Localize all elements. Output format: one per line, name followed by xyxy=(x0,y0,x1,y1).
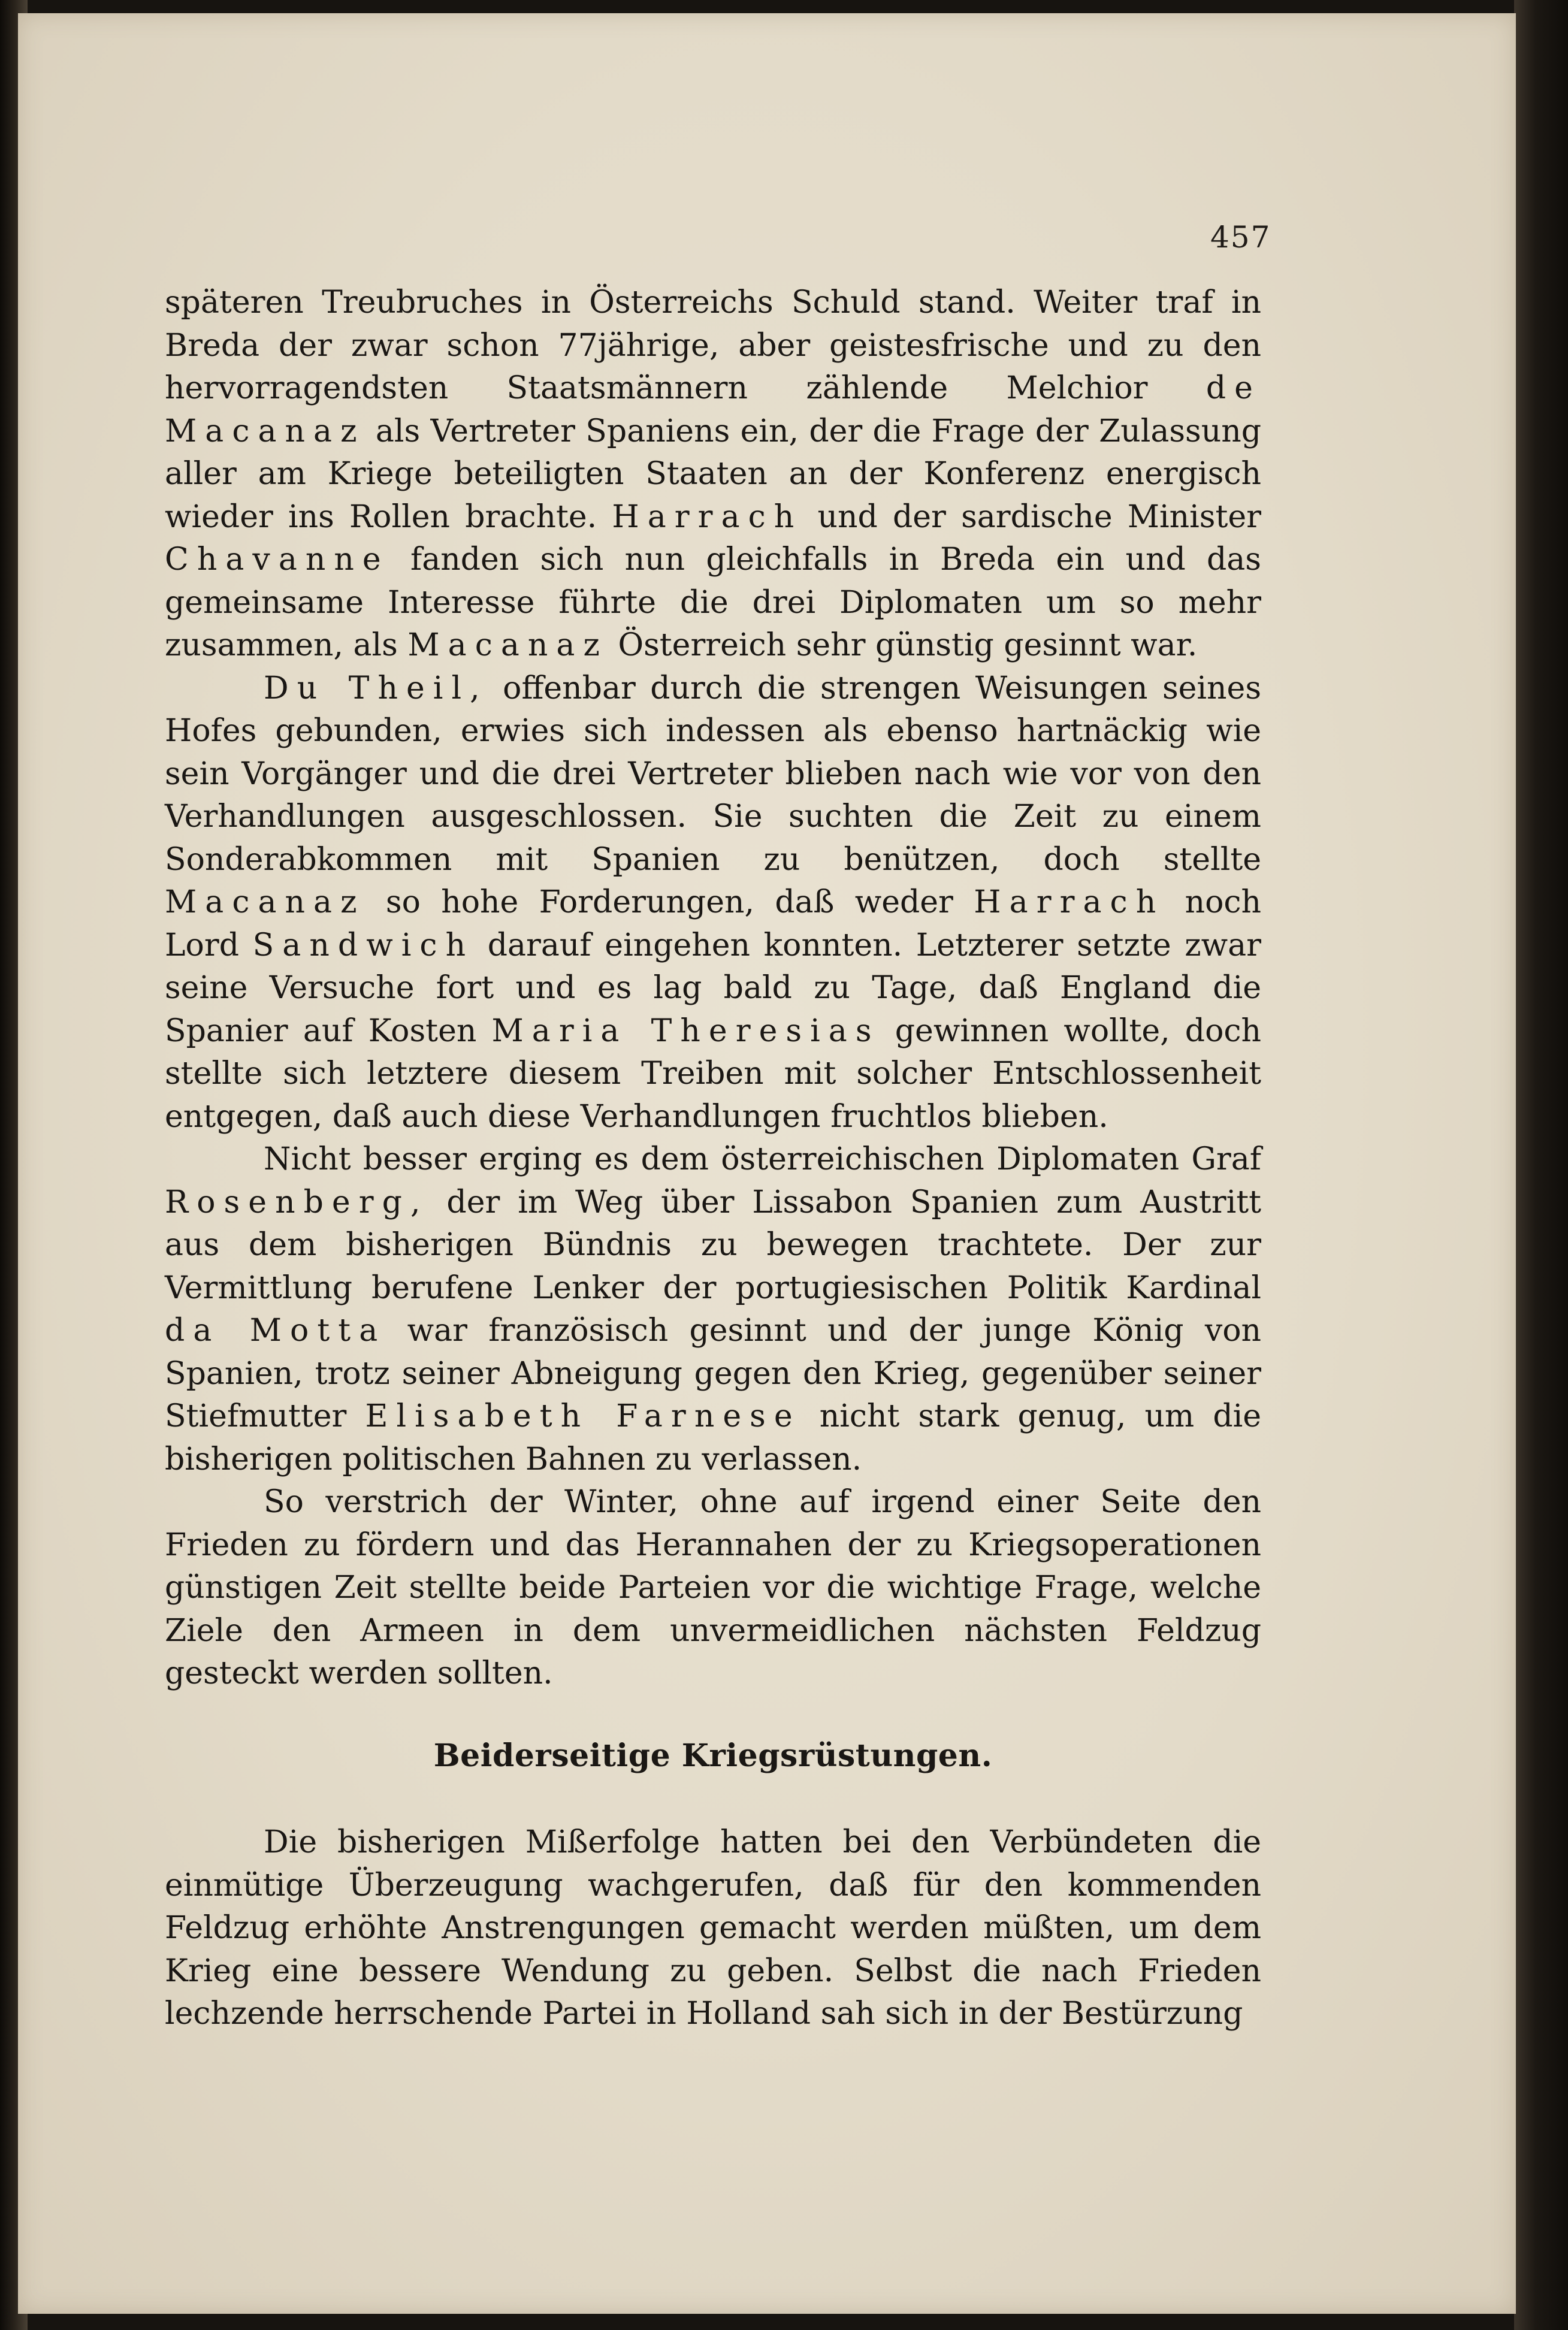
body-text-upper xyxy=(165,282,1261,1696)
text-run: offenbar durch die strengen Weisungen seines Hofes gebunden, erwies sich indessen als ebenso hartnäckig wie sein Vorgänger und die drei Vertreter blieben nach wie vor von den Verhandlungen ausgeschlossen. Sie suchten die Zeit zu einem Sonderabkommen mit Spanien zu benützen, doch stellte xyxy=(165,670,1261,878)
section-heading: Beiderseitige Kriegsrüstungen. xyxy=(433,1737,993,1774)
text-run: so hohe Forderungen, daß weder xyxy=(365,884,974,920)
spaced-name: da Motta xyxy=(165,1313,386,1349)
text-run: als Vertreter Spaniens ein, der die Frage der Zulassung aller am Kriege beteiligten Staaten an der Konferenz energisch wieder ins Rollen brachte. xyxy=(165,413,1261,535)
spaced-name: Elisabeth Farnese xyxy=(365,1398,801,1434)
spaced-name: Du Theil, xyxy=(264,670,488,706)
paragraph-3 xyxy=(165,1138,1261,1481)
spaced-name: de Macanaz xyxy=(165,370,1261,449)
page-number: 457 xyxy=(1210,220,1271,255)
text-run: noch Lord xyxy=(165,884,1261,963)
spaced-name: Rosenberg, xyxy=(165,1184,429,1220)
text-run: späteren Treubruches in Österreichs Schuld stand. Weiter traf in Breda der zwar schon 77jährige, aber geistesfrische und zu den hervorragendsten Staatsmännern zählende Melchior xyxy=(165,285,1261,406)
paragraph-4: So verstrich der Winter, ohne auf irgend einer Seite den Frieden zu fördern und das Herannahen der zu Kriegsoperationen günstigen Zeit stellte beide Parteien vor die wichtige Frage, welche Ziele den Armeen in dem unvermeidlichen nächsten Feldzug gesteckt werden sollten. xyxy=(165,1484,1261,1691)
text-run: darauf eingehen konnten. Letzterer setzte zwar seine Versuche fort und es lag bald zu Tage, daß England die Spanier auf Kosten xyxy=(165,927,1262,1049)
paragraph-5: Die bisherigen Mißerfolge hatten bei den Verbündeten die einmütige Überzeugung wachgerufen, daß für den kommenden Feldzug erhöhte Anstrengungen gemacht werden müßten, um dem Krieg eine bessere Wendung zu geben. Selbst die nach Frieden lechzende herrschende Partei in Holland sah sich in der Bestürzung xyxy=(165,1824,1261,2032)
text-run: Österreich sehr günstig gesinnt war. xyxy=(608,627,1198,663)
spaced-name: Harrach xyxy=(974,884,1165,920)
text-run: war französisch gesinnt und der junge König von Spanien, trotz seiner Abneigung gegen den Krieg, gegenüber seiner Stiefmutter xyxy=(165,1313,1262,1434)
book-fore-edge xyxy=(1514,0,1568,2330)
body-text-lower xyxy=(165,1821,1261,2036)
text-run: Nicht besser erging es dem österreichischen Diplomaten Graf xyxy=(264,1141,1261,1177)
paragraph-1 xyxy=(165,282,1261,667)
text-run: fanden sich nun gleichfalls in Breda ein und das gemeinsame Interesse führte die drei Diplomaten um so mehr zusammen, als xyxy=(165,542,1261,663)
spaced-name: Maria Theresias xyxy=(491,1013,880,1049)
text-run: nicht stark genug, um die bisherigen politischen Bahnen zu verlassen. xyxy=(165,1398,1262,1477)
text-run: und der sardische Minister xyxy=(802,498,1261,535)
spaced-name: Macanaz xyxy=(165,884,365,920)
paragraph-2 xyxy=(165,667,1261,1139)
spaced-name: Chavanne xyxy=(165,542,389,578)
spaced-name: Sandwich xyxy=(252,927,475,963)
text-run: der im Weg über Lissabon Spanien zum Austritt aus dem bisherigen Bündnis zu bewegen trachtete. Der zur Vermittlung berufene Lenker der portugiesischen Politik Kardinal xyxy=(165,1184,1261,1306)
spaced-name: Harrach xyxy=(612,498,803,535)
spaced-name: Macanaz xyxy=(407,627,608,663)
text-run: gewinnen wollte, doch stellte sich letztere diesem Treiben mit solcher Entschlossenheit entgegen, daß auch diese Verhandlungen fruchtlos blieben. xyxy=(165,1013,1262,1135)
